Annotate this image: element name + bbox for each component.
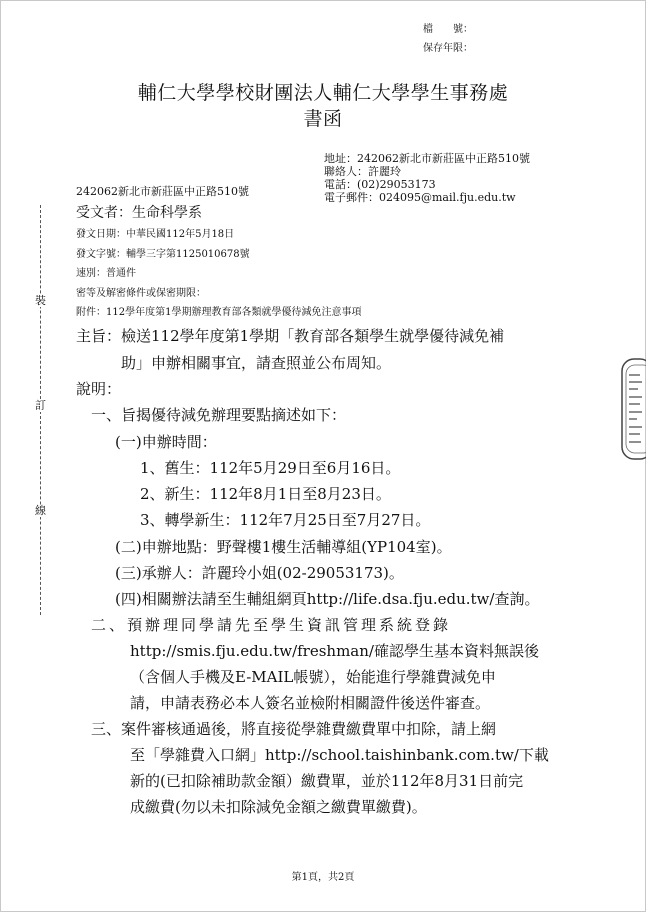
retention-period-label: 保存年限： [423,43,473,54]
sender-phone: 電話：(02)29053173 [324,178,436,191]
subject-line-1: 主旨：檢送112學年度第1學期「教育部各類學生就學優待減免補 [76,327,505,345]
page-number: 第1頁，共2頁 [291,872,355,883]
attachment: 附件：112學年度第1學期辦理教育部各類就學優待減免注意事項 [76,307,362,318]
item-3-line-2: 至「學雜費入口網」http://school.taishinbank.com.tw/下載 [130,746,549,764]
item-1-sub-2: (二)申辦地點：野聲樓1樓生活輔導組(YP104室)。 [115,538,452,556]
sender-email: 電子郵件：024095@mail.fju.edu.tw [324,191,516,204]
binding-mark-1: 裝 [35,294,46,307]
item-1-date-2: 2、新生：112年8月1日至8月23日。 [140,485,391,503]
document-number: 發文字號：輔學三字第1125010678號 [76,249,250,260]
subject-line-2: 助」申辦相關事宜，請查照並公布周知。 [121,354,392,372]
explanation-label: 說明： [76,380,122,398]
document-title: 輔仁大學學校財團法人輔仁大學學生事務處 [137,82,509,104]
secrecy-level: 密等及解密條件或保密期限： [76,288,206,299]
sender-contact: 聯絡人：許麗玲 [324,165,401,178]
item-3-line-4: 成繳費(勿以未扣除減免金額之繳費單繳費)。 [130,798,427,816]
item-1: 一、旨揭優待減免辦理要點摘述如下： [91,406,347,424]
item-2-line-2: http://smis.fju.edu.tw/freshman/確認學生基本資料無誤後 [130,642,539,660]
item-2-line-4: 請，申請表務必本人簽名並檢附相關證件後送件審查。 [130,694,491,712]
item-1-date-1: 1、舊生：112年5月29日至6月16日。 [140,459,401,477]
binding-mark-3: 線 [35,504,46,517]
file-number-label: 檔 號： [423,24,473,35]
item-3-line-3: 新的(已扣除補助款金額）繳費單，並於112年8月31日前完 [130,772,524,790]
item-1-sub-1: (一)申辦時間： [115,433,217,451]
recipient: 受文者：生命科學系 [76,205,202,221]
issue-date: 發文日期：中華民國112年5月18日 [76,229,235,240]
binding-mark-2: 訂 [35,399,46,412]
item-2-line-1: 二、預辦理同學請先至學生資訊管理系統登錄 [91,616,452,634]
document-subtitle: 書函 [303,108,343,130]
item-1-date-3: 3、轉學新生：112年7月25日至7月27日。 [140,511,431,529]
item-1-sub-3: (三)承辦人：許麗玲小姐(02-29053173)。 [115,564,404,582]
item-2-line-3: （含個人手機及E-MAIL帳號），始能進行學雜費減免申 [130,668,496,686]
item-3-line-1: 三、案件審核通過後，將直接從學雜費繳費單中扣除，請上網 [91,720,497,738]
sender-address: 地址：242062新北市新莊區中正路510號 [324,152,530,165]
delivery-speed: 速別：普通件 [76,268,136,279]
recipient-address: 242062新北市新莊區中正路510號 [76,185,249,198]
official-stamp-icon [620,355,646,465]
item-1-sub-4: (四)相關辦法請至生輔組網頁http://life.dsa.fju.edu.tw/查詢。 [115,590,540,608]
